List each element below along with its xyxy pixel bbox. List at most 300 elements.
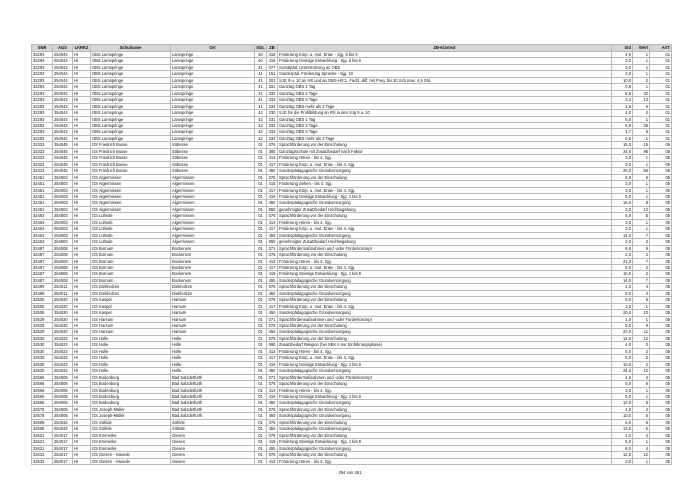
cell-schulname: GS Söhlde bbox=[91, 426, 171, 432]
cell-ort: Söbesse bbox=[171, 155, 255, 161]
cell-ort: Bockenem bbox=[171, 258, 255, 264]
cell-artt: 05 bbox=[650, 264, 672, 270]
cell-artt: 05 bbox=[650, 206, 672, 212]
cell-lkrkz: HI bbox=[73, 452, 91, 458]
cell-zb-klartext: Ganztag OBS 3 Tage bbox=[278, 97, 612, 103]
cell-std: 20,0 bbox=[612, 310, 633, 316]
cell-lkrkz: HI bbox=[73, 432, 91, 438]
cell-ags: 254005 bbox=[53, 381, 73, 387]
cell-sgl: 01 bbox=[255, 168, 267, 174]
cell-sgl: 42 bbox=[255, 116, 267, 122]
cell-wert: 4 bbox=[633, 445, 650, 451]
cell-lkrkz: HI bbox=[73, 368, 91, 374]
cell-sgl: 41 bbox=[255, 103, 267, 109]
cell-artt: 05 bbox=[650, 316, 672, 322]
cell-schulname: OBS Lamspringe bbox=[91, 135, 171, 141]
cell-ort: Holle bbox=[171, 361, 255, 367]
cell-lkrkz: HI bbox=[73, 458, 91, 464]
cell-sgl: 01 bbox=[255, 400, 267, 406]
cell-schulname: OBS Lamspringe bbox=[91, 71, 171, 77]
cell-ags: 254008 bbox=[53, 252, 73, 258]
cell-artt: 01 bbox=[650, 52, 672, 58]
cell-ort: Harsum bbox=[171, 316, 255, 322]
cell-snr: 32451 bbox=[32, 174, 53, 180]
cell-lkrkz: HI bbox=[73, 148, 91, 154]
cell-std: 12,0 bbox=[612, 400, 633, 406]
cell-sgl: 41 bbox=[255, 77, 267, 83]
cell-schulname: GS Holle bbox=[91, 368, 171, 374]
cell-std: 4,0 bbox=[612, 110, 633, 116]
cell-wert: 2 bbox=[633, 252, 650, 258]
cell-lkrkz: HI bbox=[73, 394, 91, 400]
cell-zb: 076 bbox=[267, 174, 278, 180]
cell-schulname: OBS Lamspringe bbox=[91, 103, 171, 109]
cell-ags: 254003 bbox=[53, 187, 73, 193]
cell-ags: 254045 bbox=[53, 161, 73, 167]
cell-schulname: GS Harsum bbox=[91, 329, 171, 335]
cell-schulname: GS Bodenburg bbox=[91, 374, 171, 380]
cell-ort: Bockenem bbox=[171, 245, 255, 251]
cell-ort: Algermissen bbox=[171, 187, 255, 193]
cell-zb-klartext: Sprachfördermaßnahmen und -oder Förderkonzept bbox=[278, 374, 612, 380]
cell-lkrkz: HI bbox=[73, 400, 91, 406]
cell-ags: 254044 bbox=[53, 77, 73, 83]
cell-artt: 05 bbox=[650, 374, 672, 380]
cell-std: 10,0 bbox=[612, 361, 633, 367]
cell-std: 14,0 bbox=[612, 232, 633, 238]
cell-artt: 05 bbox=[650, 355, 672, 361]
cell-ort: Bockenem bbox=[171, 264, 255, 270]
cell-schulname: GS Emmerke bbox=[91, 439, 171, 445]
cell-ort: Giesen bbox=[171, 452, 255, 458]
cell-artt: 05 bbox=[650, 174, 672, 180]
cell-zb-klartext: Sprachfördermaßnahmen und -oder Förderkonzept bbox=[278, 316, 612, 322]
cell-snr: 32530 bbox=[32, 348, 53, 354]
cell-wert: 0 bbox=[633, 342, 650, 348]
cell-schulname: GS Bodenburg bbox=[91, 387, 171, 393]
cell-artt: 05 bbox=[650, 310, 672, 316]
col-header-sgl: SGL bbox=[256, 45, 265, 50]
cell-sgl: 01 bbox=[255, 252, 267, 258]
cell-zb-klartext: Sonderpädagogische Grundversorgung bbox=[278, 426, 612, 432]
cell-zb: 419 bbox=[267, 58, 278, 64]
cell-std: 16,0 bbox=[612, 200, 633, 206]
cell-ort: Bad Salzdetfurth bbox=[171, 400, 255, 406]
cell-ort: Lamspringe bbox=[171, 58, 255, 64]
cell-sgl: 01 bbox=[255, 439, 267, 445]
cell-lkrkz: HI bbox=[73, 316, 91, 322]
cell-ags: 254032 bbox=[53, 426, 73, 432]
cell-lkrkz: HI bbox=[73, 264, 91, 270]
cell-snr: 32608 bbox=[32, 419, 53, 425]
cell-schulname: GS Diekholzen bbox=[91, 290, 171, 296]
cell-ort: Bockenem bbox=[171, 252, 255, 258]
cell-wert: 2 bbox=[633, 239, 650, 245]
cell-zb: 413 bbox=[267, 458, 278, 464]
cell-lkrkz: HI bbox=[73, 277, 91, 283]
col-header-zb-klartext: ZB-Klartext bbox=[278, 45, 612, 52]
cell-zb: 076 bbox=[267, 284, 278, 290]
cell-snr: 32530 bbox=[32, 342, 53, 348]
cell-wert: 6 bbox=[633, 381, 650, 387]
cell-ags: 254022 bbox=[53, 368, 73, 374]
cell-ags: 254044 bbox=[53, 129, 73, 135]
cell-zb-klartext: Förderung Körp. u. mot. Entw. - bis 4. Sjg. bbox=[278, 303, 612, 309]
cell-wert: 1 bbox=[633, 52, 650, 58]
cell-lkrkz: HI bbox=[73, 122, 91, 128]
cell-ags: 254020 bbox=[53, 323, 73, 329]
cell-snr: 32499 bbox=[32, 290, 53, 296]
cell-artt: 05 bbox=[650, 187, 672, 193]
cell-zb-klartext: Sprachförderung vor der Einschulung bbox=[278, 335, 612, 341]
cell-zb: 333 bbox=[267, 97, 278, 103]
cell-snr: 32463 bbox=[32, 213, 53, 219]
cell-std: 5,0 bbox=[612, 439, 633, 445]
cell-sgl: 40 bbox=[255, 52, 267, 58]
cell-lkrkz: HI bbox=[73, 77, 91, 83]
cell-sgl: 01 bbox=[255, 361, 267, 367]
cell-schulname: OBS Lamspringe bbox=[91, 129, 171, 135]
cell-ags: 254003 bbox=[53, 213, 73, 219]
cell-artt: 05 bbox=[650, 219, 672, 225]
cell-ags: 254044 bbox=[53, 135, 73, 141]
cell-ort: Söbesse bbox=[171, 142, 255, 148]
cell-wert: 15 bbox=[633, 142, 650, 148]
cell-wert: 1 bbox=[633, 394, 650, 400]
cell-lkrkz: HI bbox=[73, 406, 91, 412]
cell-ort: Söbesse bbox=[171, 161, 255, 167]
cell-ags: 254003 bbox=[53, 200, 73, 206]
cell-zb: 076 bbox=[267, 335, 278, 341]
cell-zb: 333 bbox=[267, 129, 278, 135]
cell-ort: Holle bbox=[171, 335, 255, 341]
cell-zb: 417 bbox=[267, 355, 278, 361]
cell-zb: 450 bbox=[267, 368, 278, 374]
cell-ort: Bad Salzdetfurth bbox=[171, 374, 255, 380]
cell-artt: 05 bbox=[650, 419, 672, 425]
cell-zb: 419 bbox=[267, 193, 278, 199]
cell-ort: Algermissen bbox=[171, 219, 255, 225]
cell-ort: Harsum bbox=[171, 323, 255, 329]
cell-std: 4,0 bbox=[612, 432, 633, 438]
cell-lkrkz: HI bbox=[73, 284, 91, 290]
cell-artt: 05 bbox=[650, 290, 672, 296]
cell-zb-klartext: SJG für die Profilbildung an RS in den SJg 9 u. 10 bbox=[278, 110, 612, 116]
cell-ort: Diekholzen bbox=[171, 290, 255, 296]
cell-ags: 254003 bbox=[53, 232, 73, 238]
cell-schulname: GS Bornum bbox=[91, 245, 171, 251]
cell-snr: 32499 bbox=[32, 284, 53, 290]
cell-ags: 254022 bbox=[53, 335, 73, 341]
cell-zb: 450 bbox=[267, 290, 278, 296]
cell-std: 5,0 bbox=[612, 394, 633, 400]
cell-zb-klartext: Ganztag OBS 3 Tage bbox=[278, 129, 612, 135]
cell-artt: 05 bbox=[650, 413, 672, 419]
cell-ags: 254008 bbox=[53, 271, 73, 277]
cell-sgl: 01 bbox=[255, 161, 267, 167]
cell-schulname: GS Söhlde bbox=[91, 419, 171, 425]
cell-wert: 12 bbox=[633, 206, 650, 212]
cell-sgl: 01 bbox=[255, 148, 267, 154]
cell-snr: 32633 bbox=[32, 458, 53, 464]
cell-lkrkz: HI bbox=[73, 103, 91, 109]
cell-schulname: GS Lühnde bbox=[91, 219, 171, 225]
cell-lkrkz: HI bbox=[73, 58, 91, 64]
cell-sgl: 01 bbox=[255, 368, 267, 374]
cell-ags: 254005 bbox=[53, 374, 73, 380]
cell-zb-klartext: Ganztag OBS mehr als 3 Tage bbox=[278, 103, 612, 109]
cell-ags: 254022 bbox=[53, 361, 73, 367]
cell-ort: Harsum bbox=[171, 297, 255, 303]
cell-ags: 254017 bbox=[53, 432, 73, 438]
cell-std: 21,0 bbox=[612, 258, 633, 264]
cell-ags: 254044 bbox=[53, 71, 73, 77]
cell-ort: Harsum bbox=[171, 329, 255, 335]
cell-artt: 05 bbox=[650, 458, 672, 464]
data-table bbox=[31, 44, 672, 465]
cell-zb-klartext: Sonderpädagogische Grundversorgung bbox=[278, 329, 612, 335]
cell-snr: 32566 bbox=[32, 387, 53, 393]
cell-zb-klartext: Sonderpädagogische Grundversorgung bbox=[278, 445, 612, 451]
cell-std: 6,0 bbox=[612, 355, 633, 361]
cell-artt: 06 bbox=[650, 148, 672, 154]
document-sheet bbox=[31, 44, 671, 465]
cell-zb: 076 bbox=[267, 142, 278, 148]
cell-schulname: GS Holle bbox=[91, 355, 171, 361]
cell-ort: Harsum bbox=[171, 310, 255, 316]
cell-zb: 419 bbox=[267, 394, 278, 400]
cell-sgl: 01 bbox=[255, 200, 267, 206]
cell-snr: 32293 bbox=[32, 64, 53, 70]
cell-wert: 4 bbox=[633, 374, 650, 380]
cell-wert: 1 bbox=[633, 135, 650, 141]
cell-wert: 1 bbox=[633, 58, 650, 64]
cell-snr: 32487 bbox=[32, 264, 53, 270]
cell-zb: 077 bbox=[267, 64, 278, 70]
cell-snr: 32323 bbox=[32, 155, 53, 161]
cell-zb-klartext: Sprachförderung vor der Einschulung bbox=[278, 323, 612, 329]
cell-lkrkz: HI bbox=[73, 135, 91, 141]
cell-artt: 05 bbox=[650, 252, 672, 258]
cell-artt: 05 bbox=[650, 271, 672, 277]
cell-lkrkz: HI bbox=[73, 252, 91, 258]
cell-lkrkz: HI bbox=[73, 161, 91, 167]
cell-std: 20,0 bbox=[612, 168, 633, 174]
cell-zb-klartext: Sonderpädagogische Grundversorgung bbox=[278, 310, 612, 316]
cell-snr: 32529 bbox=[32, 316, 53, 322]
cell-lkrkz: HI bbox=[73, 71, 91, 77]
col-header-artt: ArtT bbox=[650, 45, 672, 52]
cell-lkrkz: HI bbox=[73, 226, 91, 232]
cell-zb: 413 bbox=[267, 387, 278, 393]
cell-lkrkz: HI bbox=[73, 168, 91, 174]
cell-ort: Bad Salzdetfurth bbox=[171, 387, 255, 393]
cell-sgl: 01 bbox=[255, 155, 267, 161]
cell-ort: Lamspringe bbox=[171, 122, 255, 128]
cell-artt: 01 bbox=[650, 129, 672, 135]
cell-zb: 417 bbox=[267, 226, 278, 232]
cell-zb-klartext: Förderung Geistige Entwicklung - Sjg. 1 bis 9 bbox=[278, 271, 612, 277]
cell-snr: 32293 bbox=[32, 77, 53, 83]
cell-zb-klartext: Sprachförderung vor der Einschulung bbox=[278, 252, 612, 258]
cell-artt: 05 bbox=[650, 200, 672, 206]
cell-schulname: GS Algermissen bbox=[91, 181, 171, 187]
cell-artt: 05 bbox=[650, 258, 672, 264]
cell-wert: 2 bbox=[633, 271, 650, 277]
cell-snr: 32451 bbox=[32, 181, 53, 187]
cell-ort: Lamspringe bbox=[171, 64, 255, 70]
cell-zb: 450 bbox=[267, 200, 278, 206]
cell-artt: 05 bbox=[650, 239, 672, 245]
cell-schulname: GS Bornum bbox=[91, 264, 171, 270]
cell-snr: 32323 bbox=[32, 161, 53, 167]
cell-std: 3,0 bbox=[612, 206, 633, 212]
cell-std: 6,0 bbox=[612, 264, 633, 270]
cell-artt: 05 bbox=[650, 284, 672, 290]
cell-std: 14,0 bbox=[612, 277, 633, 283]
cell-artt: 01 bbox=[650, 135, 672, 141]
cell-wert: 12 bbox=[633, 368, 650, 374]
cell-lkrkz: HI bbox=[73, 348, 91, 354]
cell-std: 2,0 bbox=[612, 239, 633, 245]
cell-ags: 254005 bbox=[53, 400, 73, 406]
cell-ags: 254003 bbox=[53, 181, 73, 187]
cell-wert: 2 bbox=[633, 355, 650, 361]
cell-ags: 254003 bbox=[53, 239, 73, 245]
cell-sgl: 42 bbox=[255, 122, 267, 128]
cell-ags: 254008 bbox=[53, 264, 73, 270]
cell-snr: 32323 bbox=[32, 142, 53, 148]
cell-std: 3,0 bbox=[612, 458, 633, 464]
cell-sgl: 01 bbox=[255, 284, 267, 290]
cell-ags: 254020 bbox=[53, 316, 73, 322]
cell-schulname: GS Lühnde bbox=[91, 232, 171, 238]
cell-zb: 450 bbox=[267, 400, 278, 406]
cell-zb: 071 bbox=[267, 374, 278, 380]
cell-sgl: 40 bbox=[255, 58, 267, 64]
cell-snr: 32529 bbox=[32, 329, 53, 335]
cell-ort: Algermissen bbox=[171, 232, 255, 238]
cell-snr: 32487 bbox=[32, 252, 53, 258]
cell-sgl: 01 bbox=[255, 374, 267, 380]
cell-wert: 1 bbox=[633, 439, 650, 445]
cell-snr: 32621 bbox=[32, 439, 53, 445]
cell-artt: 01 bbox=[650, 110, 672, 116]
cell-schulname: OBS Lamspringe bbox=[91, 116, 171, 122]
cell-snr: 32293 bbox=[32, 110, 53, 116]
cell-lkrkz: HI bbox=[73, 116, 91, 122]
cell-std: 12,0 bbox=[612, 426, 633, 432]
cell-snr: 32293 bbox=[32, 116, 53, 122]
cell-wert: 1 bbox=[633, 226, 650, 232]
cell-artt: 05 bbox=[650, 245, 672, 251]
cell-std: 5,9 bbox=[612, 122, 633, 128]
cell-schulname: GS Emmerke bbox=[91, 432, 171, 438]
cell-artt: 05 bbox=[650, 445, 672, 451]
cell-sgl: 41 bbox=[255, 84, 267, 90]
cell-ort: Bad Salzdetfurth bbox=[171, 413, 255, 419]
cell-artt: 05 bbox=[650, 426, 672, 432]
page-number: 294 von 451 bbox=[338, 470, 362, 475]
cell-snr: 32323 bbox=[32, 148, 53, 154]
cell-ags: 254044 bbox=[53, 52, 73, 58]
cell-ort: Giesen bbox=[171, 445, 255, 451]
cell-schulname: OBS Lamspringe bbox=[91, 90, 171, 96]
cell-std: 24,0 bbox=[612, 368, 633, 374]
cell-wert: 1 bbox=[633, 193, 650, 199]
cell-lkrkz: HI bbox=[73, 84, 91, 90]
cell-zb: 201 bbox=[267, 77, 278, 83]
cell-ags: 254003 bbox=[53, 193, 73, 199]
cell-lkrkz: HI bbox=[73, 245, 91, 251]
cell-artt: 05 bbox=[650, 342, 672, 348]
cell-std: 6,0 bbox=[612, 381, 633, 387]
cell-wert: 4 bbox=[633, 284, 650, 290]
cell-ort: Giesen bbox=[171, 458, 255, 464]
cell-sgl: 01 bbox=[255, 213, 267, 219]
cell-sgl: 01 bbox=[255, 239, 267, 245]
cell-wert: 1 bbox=[633, 71, 650, 77]
cell-zb: 417 bbox=[267, 264, 278, 270]
cell-std: 10,0 bbox=[612, 77, 633, 83]
col-header-ags: AGS bbox=[53, 45, 73, 52]
cell-sgl: 01 bbox=[255, 426, 267, 432]
cell-lkrkz: HI bbox=[73, 355, 91, 361]
cell-schulname: GS Joseph-Müller bbox=[91, 406, 171, 412]
cell-snr: 32463 bbox=[32, 226, 53, 232]
cell-snr: 32633 bbox=[32, 452, 53, 458]
cell-sgl: 01 bbox=[255, 452, 267, 458]
cell-wert: 2 bbox=[633, 348, 650, 354]
cell-zb: 076 bbox=[267, 252, 278, 258]
cell-schulname: GS Bornum bbox=[91, 277, 171, 283]
cell-artt: 05 bbox=[650, 329, 672, 335]
cell-zb-klartext: Förderung Körp. u. mot. Entw. - bis 4. Sjg. bbox=[278, 161, 612, 167]
cell-wert: 1 bbox=[633, 187, 650, 193]
cell-ort: Söbesse bbox=[171, 168, 255, 174]
cell-wert: 7 bbox=[633, 232, 650, 238]
cell-lkrkz: HI bbox=[73, 361, 91, 367]
cell-zb-klartext: Sprachförderung vor der Einschulung bbox=[278, 406, 612, 412]
cell-sgl: 01 bbox=[255, 335, 267, 341]
cell-schulname: GS Algermissen bbox=[91, 206, 171, 212]
cell-artt: 01 bbox=[650, 103, 672, 109]
cell-sgl: 01 bbox=[255, 142, 267, 148]
cell-lkrkz: HI bbox=[73, 290, 91, 296]
cell-lkrkz: HI bbox=[73, 297, 91, 303]
cell-artt: 05 bbox=[650, 213, 672, 219]
table-body bbox=[32, 52, 672, 465]
cell-ort: Lamspringe bbox=[171, 103, 255, 109]
cell-zb-klartext: Sprachförderung vor der Einschulung bbox=[278, 142, 612, 148]
cell-lkrkz: HI bbox=[73, 200, 91, 206]
cell-std: 2,0 bbox=[612, 252, 633, 258]
cell-ags: 254044 bbox=[53, 64, 73, 70]
cell-zb-klartext: Förderung Hören - bis 4. Sjg. bbox=[278, 258, 612, 264]
cell-zb-klartext: Förderung Körp. u. mot. Entw. - bis 4. Sjg. bbox=[278, 355, 612, 361]
cell-schulname: GS Friedrich Busse bbox=[91, 148, 171, 154]
cell-std: 34,8 bbox=[612, 148, 633, 154]
cell-zb: 450 bbox=[267, 310, 278, 316]
cell-artt: 05 bbox=[650, 394, 672, 400]
cell-ort: Lamspringe bbox=[171, 97, 255, 103]
col-header-snr: SNR bbox=[32, 45, 53, 52]
cell-ort: Algermissen bbox=[171, 200, 255, 206]
cell-artt: 05 bbox=[650, 432, 672, 438]
cell-ort: Lamspringe bbox=[171, 90, 255, 96]
cell-ags: 254022 bbox=[53, 342, 73, 348]
cell-snr: 32487 bbox=[32, 258, 53, 264]
